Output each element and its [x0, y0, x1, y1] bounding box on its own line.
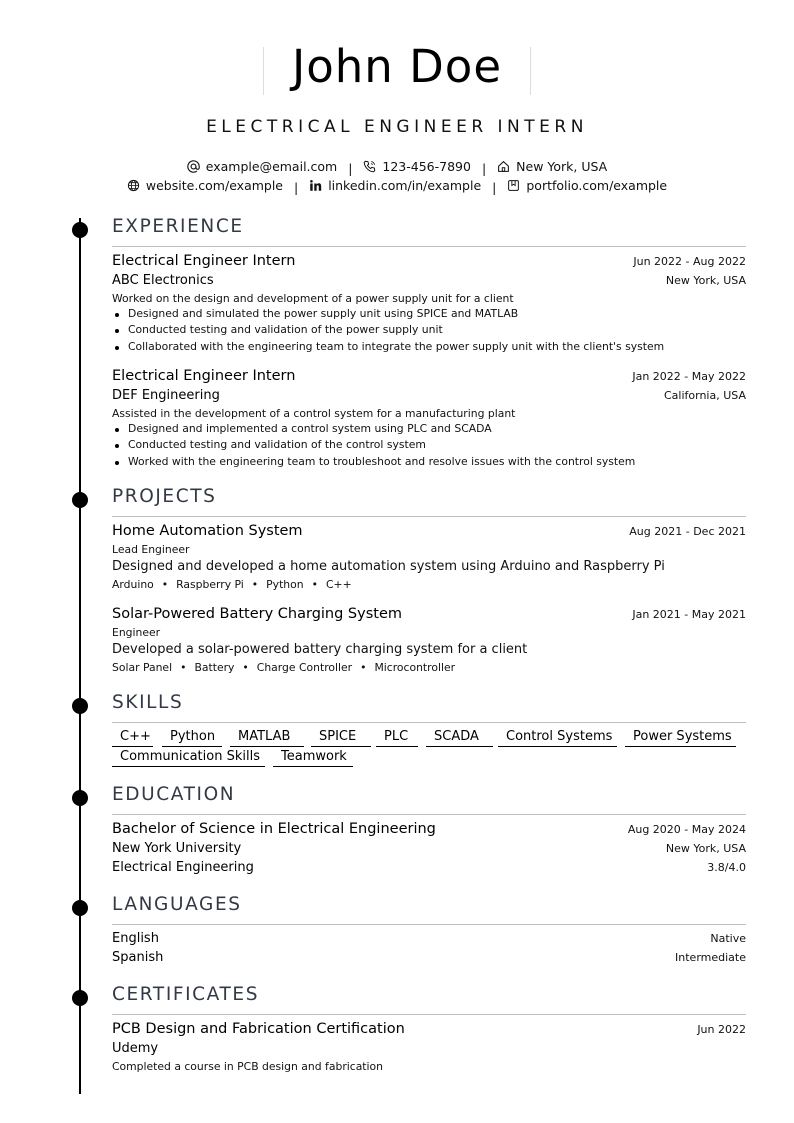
project-role: Engineer [112, 626, 161, 639]
project-description: Developed a solar-powered battery charging system for a client [112, 642, 528, 657]
skill-tag: Power Systems [625, 729, 736, 747]
job-title: Electrical Engineer Intern [112, 368, 296, 384]
project-tag: Raspberry Pi [176, 578, 244, 591]
tag-separator: • [161, 578, 169, 591]
section-rule [112, 516, 746, 517]
project-tag: Solar Panel [112, 661, 173, 674]
phone-text: 123-456-7890 [382, 159, 471, 174]
project-dates: Aug 2021 - Dec 2021 [629, 525, 746, 538]
timeline-line [79, 218, 81, 1094]
list-item: Worked with the engineering team to troubleshoot and resolve issues with the control system [112, 454, 746, 470]
experience-1-company-row [112, 273, 746, 288]
skill-tag: SPICE [311, 729, 371, 747]
at-icon [187, 160, 200, 173]
separator: | [492, 180, 497, 195]
linkedin-icon [309, 179, 322, 192]
section-rule [112, 1014, 746, 1015]
education-field-row [112, 860, 746, 875]
section-title-certificates: CERTIFICATES [112, 984, 260, 1005]
tag-separator: • [311, 578, 318, 591]
job-summary: Worked on the design and development of a power supply unit for a client [112, 292, 514, 305]
project-1-role-row [112, 543, 746, 556]
contact-linkedin[interactable] [309, 178, 481, 193]
project-tag: C++ [325, 578, 352, 591]
section-title-skills: SKILLS [112, 692, 184, 713]
section-rule [112, 924, 746, 925]
section-title-experience: EXPERIENCE [112, 216, 244, 237]
skill-tag: C++ [112, 729, 153, 747]
certificate-issuer-row [112, 1041, 746, 1056]
project-1-header [112, 523, 746, 539]
tag-separator: • [251, 578, 259, 591]
candidate-name: John Doe [291, 40, 503, 93]
section-title-education: EDUCATION [112, 784, 236, 805]
email-text: example@email.com [205, 159, 338, 174]
job-location: California, USA [664, 389, 746, 402]
separator: | [481, 161, 487, 176]
separator: | [293, 180, 299, 195]
skill-tag: PLC [376, 729, 418, 747]
project-tag: Microcontroller [374, 661, 456, 674]
gpa: 3.8/4.0 [707, 861, 746, 874]
skill-tag: MATLAB [230, 729, 304, 747]
skill-tag: Communication Skills [112, 749, 265, 767]
contact-phone[interactable] [363, 159, 471, 174]
contact-location [497, 159, 607, 174]
contact-portfolio[interactable] [507, 178, 667, 193]
phone-icon [363, 160, 376, 173]
certificate-header [112, 1021, 746, 1037]
language-row [112, 950, 746, 965]
job-summary: Assisted in the development of a control system for a manufacturing plant [112, 407, 516, 420]
list-item: Designed and implemented a control system using PLC and SCADA [112, 421, 746, 437]
project-tag: Charge Controller [256, 661, 353, 674]
website-text: website.com/example [145, 178, 283, 193]
project-tag: Python [266, 578, 304, 591]
location-text: New York, USA [516, 159, 608, 174]
experience-1-header [112, 253, 746, 269]
project-1-tags [112, 578, 352, 591]
job-dates: Jan 2022 - May 2022 [632, 370, 746, 383]
school-name: New York University [112, 841, 242, 856]
education-dates: Aug 2020 - May 2024 [627, 823, 746, 836]
tag-separator: • [242, 661, 249, 674]
language-level: Intermediate [675, 951, 746, 964]
list-item: Collaborated with the engineering team to integrate the power supply unit with the client's system [112, 339, 746, 355]
experience-2-company-row [112, 388, 746, 403]
education-school-row [112, 841, 746, 856]
language-level: Native [710, 932, 746, 945]
skill-tag: Python [162, 729, 222, 747]
tag-separator: • [360, 661, 367, 674]
project-dates: Jan 2021 - May 2021 [632, 608, 746, 621]
certificate-title: PCB Design and Fabrication Certification [112, 1021, 405, 1037]
experience-1-bullets [112, 306, 746, 355]
certificate-issuer: Udemy [112, 1041, 159, 1056]
school-location: New York, USA [665, 842, 746, 855]
candidate-role: ELECTRICAL ENGINEER INTERN [206, 117, 588, 137]
tag-separator: • [180, 661, 187, 674]
certificate-description: Completed a course in PCB design and fabrication [112, 1060, 383, 1073]
section-rule [112, 722, 746, 723]
experience-2-header [112, 368, 746, 384]
company-name: DEF Engineering [112, 388, 220, 403]
section-title-projects: PROJECTS [112, 486, 217, 507]
language-row [112, 931, 746, 946]
timeline-dot [72, 492, 88, 508]
field-of-study: Electrical Engineering [112, 860, 254, 875]
list-item: Conducted testing and validation of the power supply unit [112, 322, 746, 338]
skill-tag: Control Systems [498, 729, 617, 747]
globe-icon [127, 179, 140, 192]
contact-line-1 [0, 159, 794, 176]
section-rule [112, 814, 746, 815]
list-item: Conducted testing and validation of the control system [112, 437, 746, 453]
job-title: Electrical Engineer Intern [112, 253, 296, 269]
contact-line-2 [0, 178, 794, 195]
job-location: New York, USA [665, 274, 746, 287]
certificate-date: Jun 2022 [697, 1023, 746, 1036]
language-name: English [112, 931, 159, 946]
company-name: ABC Electronics [112, 273, 214, 288]
project-tag: Arduino [112, 578, 154, 591]
project-2-tags [112, 661, 455, 674]
home-icon [497, 160, 510, 173]
contact-email[interactable] [187, 159, 337, 174]
skill-tag: Teamwork [273, 749, 353, 767]
timeline-dot [72, 790, 88, 806]
timeline-dot [72, 698, 88, 714]
linkedin-text: linkedin.com/in/example [328, 178, 482, 193]
timeline-dot [72, 990, 88, 1006]
portfolio-text: portfolio.com/example [526, 178, 668, 193]
project-2-desc-row [112, 642, 746, 657]
list-item: Designed and simulated the power supply unit using SPICE and MATLAB [112, 306, 746, 322]
timeline-dot [72, 900, 88, 916]
skill-tag: SCADA [426, 729, 493, 747]
portfolio-icon [507, 179, 520, 192]
section-title-languages: LANGUAGES [112, 894, 242, 915]
project-1-desc-row [112, 559, 746, 574]
timeline-dot [72, 222, 88, 238]
certificate-desc-row [112, 1060, 746, 1073]
project-2-role-row [112, 626, 746, 639]
project-tag: Battery [194, 661, 235, 674]
section-rule [112, 246, 746, 247]
project-title: Home Automation System [112, 523, 303, 539]
job-dates: Jun 2022 - Aug 2022 [633, 255, 746, 268]
project-2-header [112, 606, 746, 622]
separator: | [348, 161, 353, 176]
education-header [112, 821, 746, 837]
contact-website[interactable] [127, 178, 283, 193]
language-name: Spanish [112, 950, 164, 965]
project-role: Lead Engineer [112, 543, 190, 556]
experience-2-summary-row [112, 407, 746, 420]
experience-2-bullets [112, 421, 746, 470]
degree-title: Bachelor of Science in Electrical Engineering [112, 821, 436, 837]
experience-1-summary-row [112, 292, 746, 305]
project-title: Solar-Powered Battery Charging System [112, 606, 402, 622]
project-description: Designed and developed a home automation system using Arduino and Raspberry Pi [112, 559, 665, 574]
